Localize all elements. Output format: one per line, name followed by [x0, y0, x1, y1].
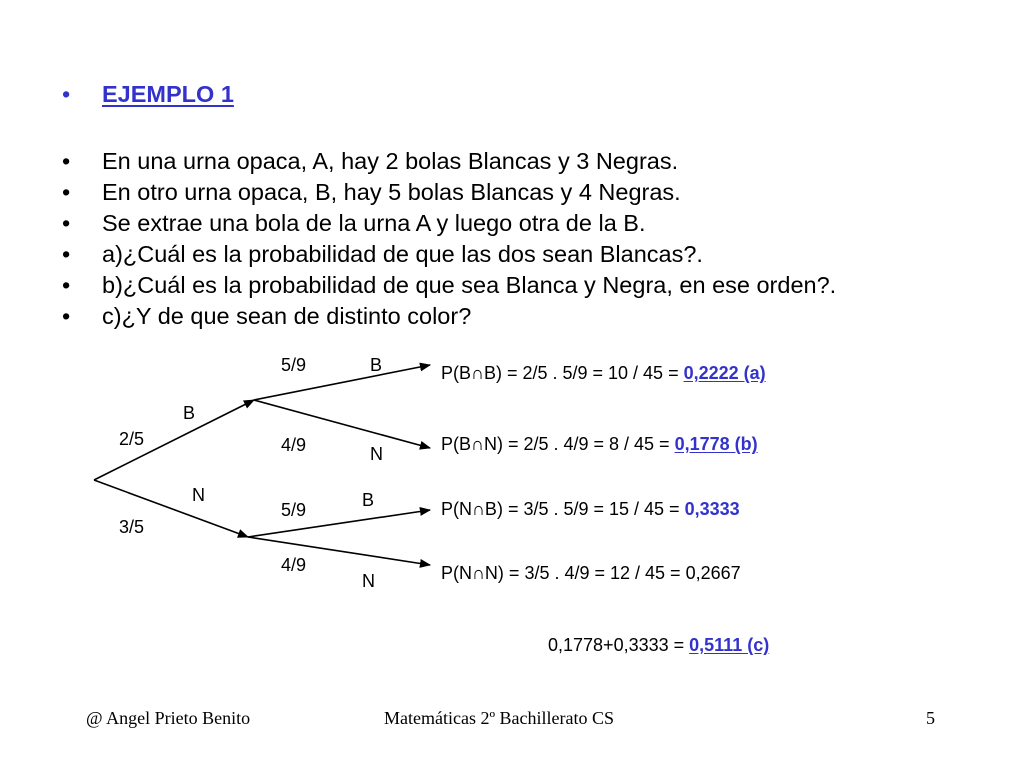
result-expression: P(B∩B) = 2/5 . 5/9 = 10 / 45 = — [441, 363, 684, 383]
bullet-marker: • — [62, 179, 71, 205]
slide-title: EJEMPLO 1 — [102, 81, 234, 107]
tree-label-NN: N — [362, 571, 375, 591]
tree-prob-4-9: 4/9 — [281, 435, 307, 455]
result-expression: P(N∩N) = 3/5 . 4/9 = 12 / 45 = 0,2667 — [441, 563, 741, 583]
result-BB — [441, 363, 766, 383]
sum-value-highlight: 0,5111 (c) — [689, 635, 770, 655]
bullet-marker: • — [62, 148, 71, 174]
tree-label-BN: N — [370, 444, 383, 464]
bullet-marker: • — [62, 81, 71, 107]
result-expression: P(B∩N) = 2/5 . 4/9 = 8 / 45 = — [441, 434, 675, 454]
footer-page-number: 5 — [926, 708, 935, 728]
tree-prob-5-9: 5/9 — [281, 500, 307, 520]
sum-expression: 0,1778+0,3333 = — [548, 635, 690, 655]
result-NN — [441, 563, 741, 583]
result-NB — [441, 499, 740, 519]
branch-N-B — [248, 510, 430, 537]
branch-N-N — [248, 537, 430, 565]
result-expression: P(N∩B) = 3/5 . 5/9 = 15 / 45 = — [441, 499, 685, 519]
result-value-highlight: 0,2222 (a) — [683, 363, 766, 383]
tree-label-B: B — [183, 403, 196, 423]
bullet-text: En otro urna opaca, B, hay 5 bolas Blancas y 4 Negras. — [102, 179, 681, 205]
bullet-marker: • — [62, 210, 71, 236]
bullet-text: En una urna opaca, A, hay 2 bolas Blancas y 3 Negras. — [102, 148, 679, 174]
sum-line — [548, 635, 769, 655]
tree-label-N: N — [192, 485, 205, 505]
bullet-marker: • — [62, 241, 71, 267]
tree-prob-5-9: 5/9 — [281, 355, 307, 375]
tree-prob-3-5: 3/5 — [119, 517, 145, 537]
footer-course: Matemáticas 2º Bachillerato CS — [384, 708, 615, 728]
footer-author: @ Angel Prieto Benito — [86, 708, 251, 728]
branch-root-N — [94, 480, 248, 537]
result-value-highlight: 0,1778 (b) — [674, 434, 758, 454]
branch-root-B — [94, 400, 254, 480]
bullet-text: Se extrae una bola de la urna A y luego otra de la B. — [102, 210, 646, 236]
bullet-marker: • — [62, 303, 71, 329]
bullet-text: a)¿Cuál es la probabilidad de que las dos sean Blancas?. — [102, 241, 703, 267]
tree-prob-4-9: 4/9 — [281, 555, 307, 575]
bullet-text: c)¿Y de que sean de distinto color? — [102, 303, 472, 329]
tree-label-NB: B — [362, 490, 375, 510]
result-BN — [441, 434, 758, 454]
tree-prob-2-5: 2/5 — [119, 429, 145, 449]
result-value-highlight: 0,3333 — [684, 499, 740, 519]
bullet-text: b)¿Cuál es la probabilidad de que sea Blanca y Negra, en ese orden?. — [102, 272, 837, 298]
tree-label-BB: B — [370, 355, 383, 375]
bullet-marker: • — [62, 272, 71, 298]
